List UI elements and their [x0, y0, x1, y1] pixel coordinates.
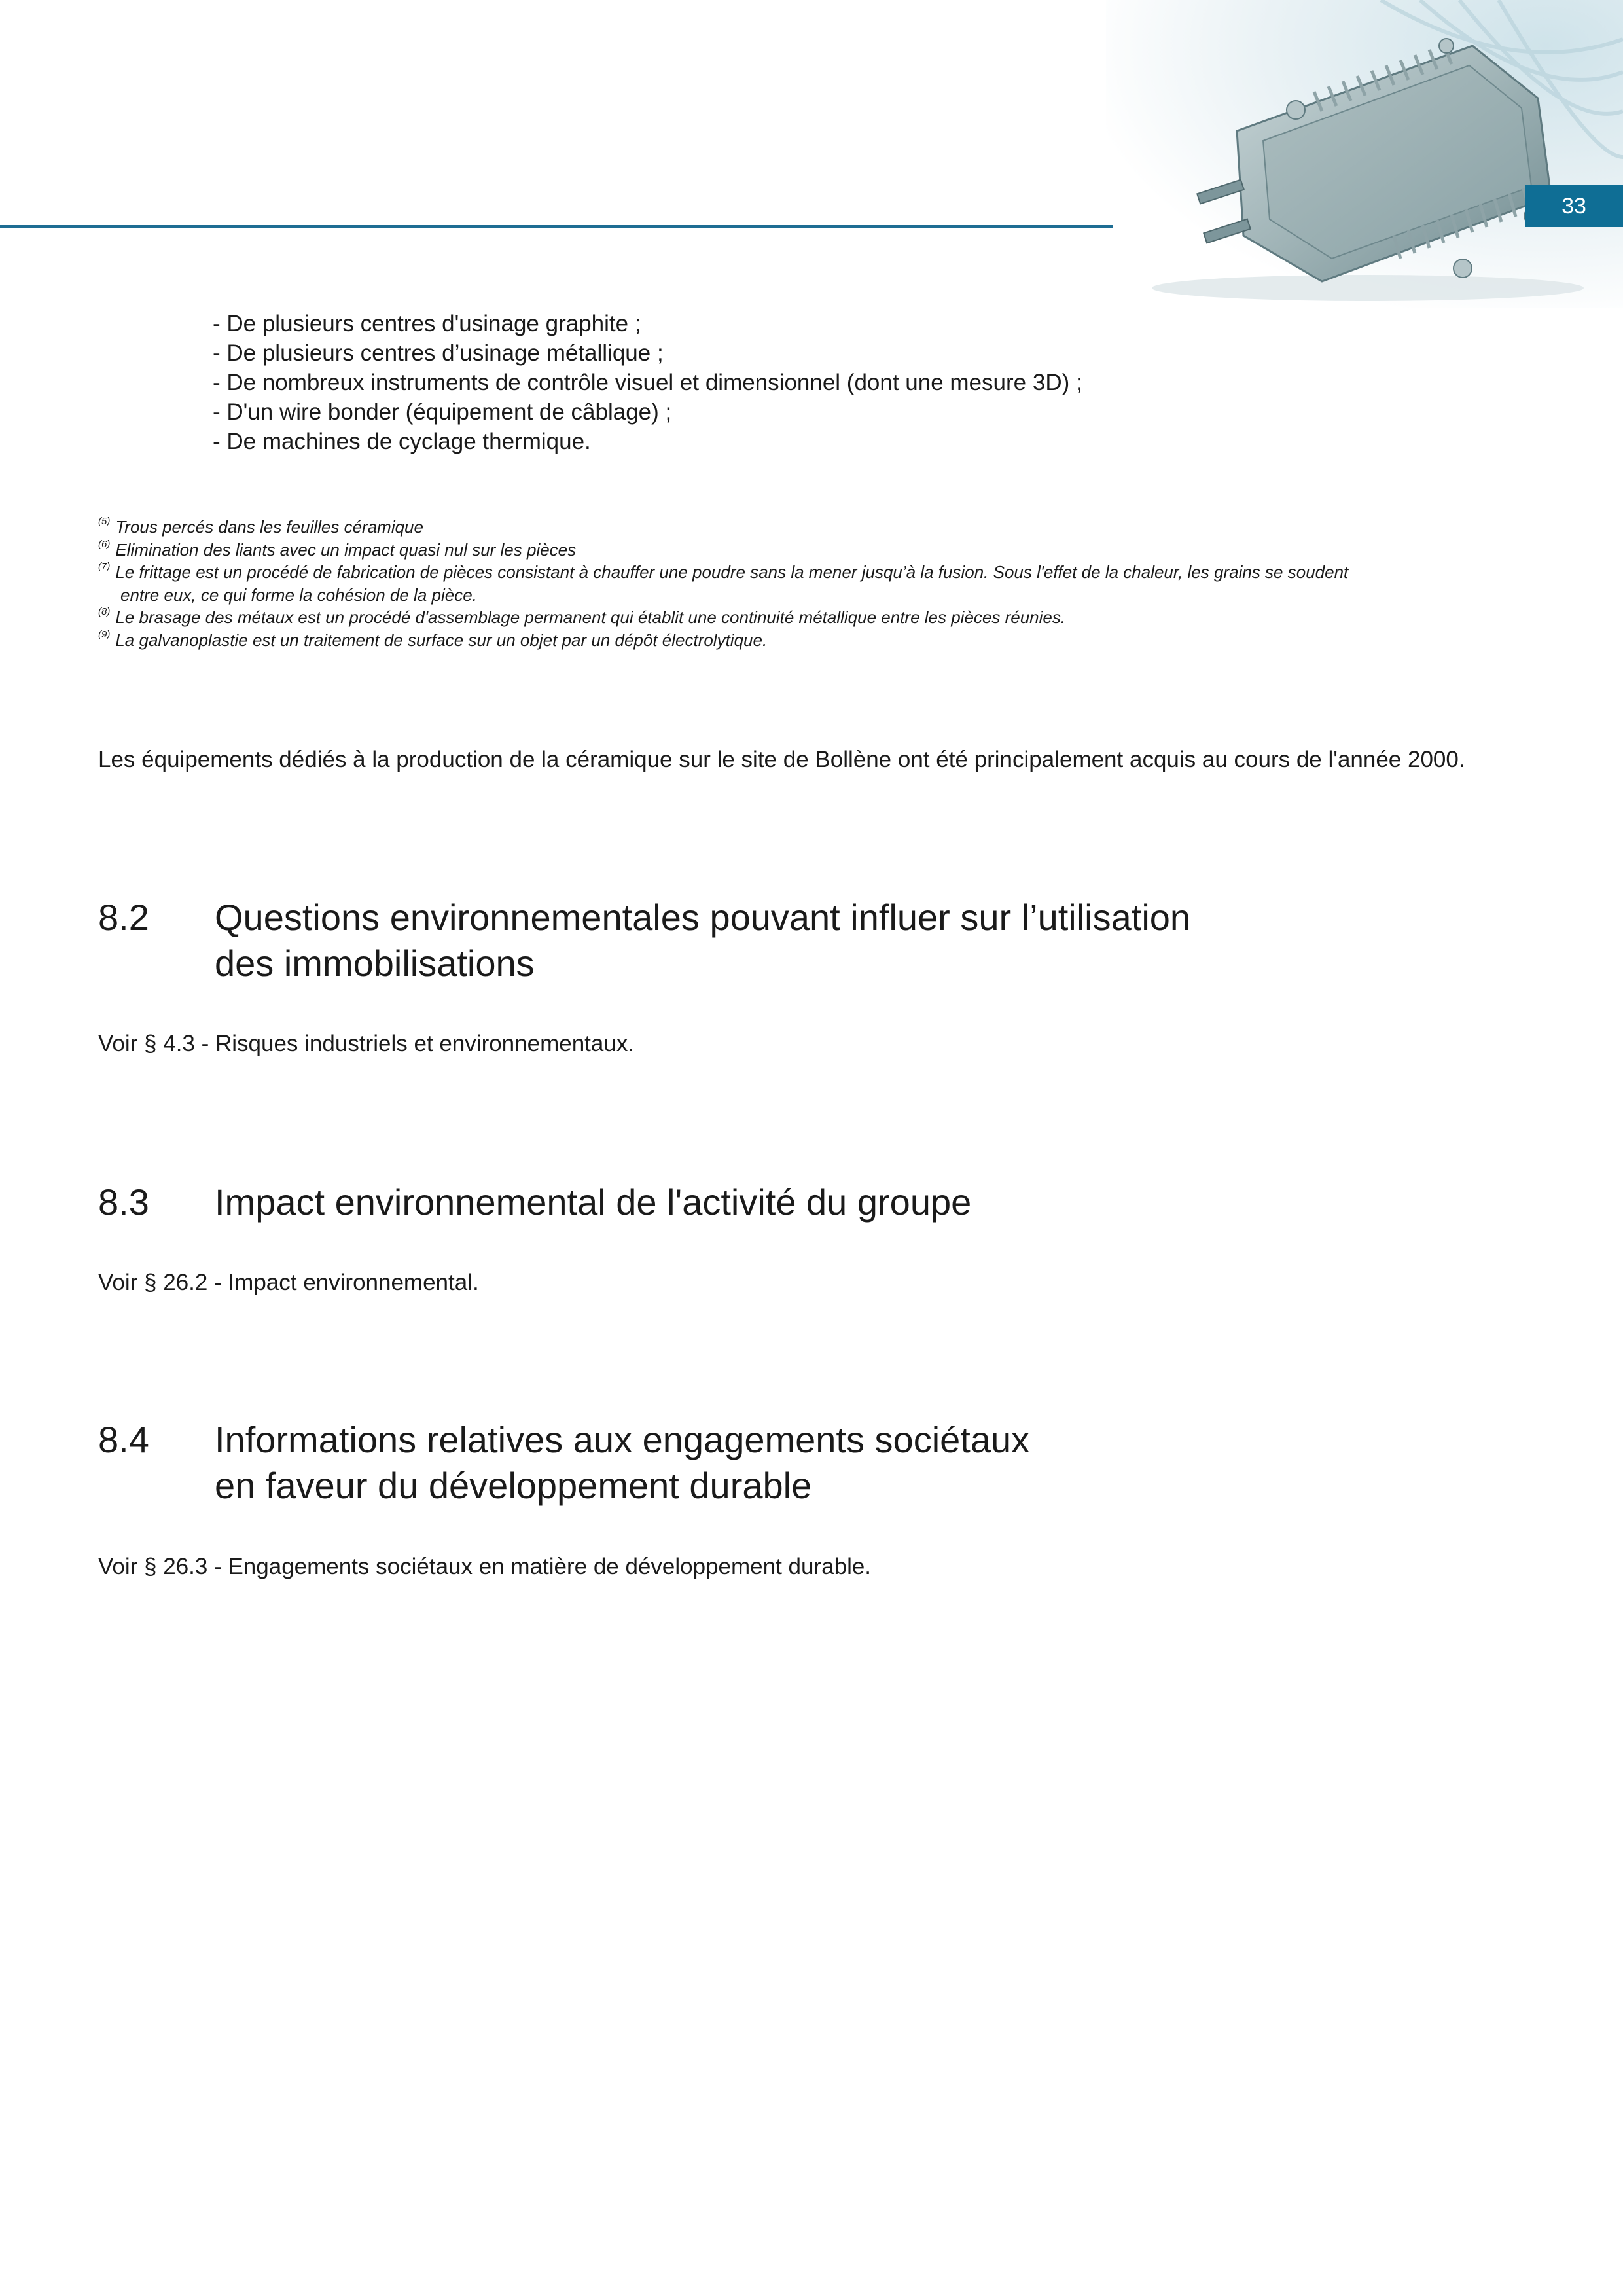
section-title-line: en faveur du développement durable: [215, 1465, 812, 1506]
ceramic-package-component-icon: [1106, 0, 1623, 308]
list-item: - De machines de cyclage thermique.: [213, 429, 591, 454]
section-title-line: Questions environnementales pouvant influer sur l’utilisation: [215, 897, 1191, 938]
section-title-line: Informations relatives aux engagements sociétaux: [215, 1419, 1030, 1460]
footnote: [98, 606, 1525, 629]
page-number: 33: [1561, 193, 1586, 219]
footnote-text: Le brasage des métaux est un procédé d'assemblage permanent qui établit une continuité métallique entre les pièces réunies.: [115, 607, 1066, 627]
list-item: - De plusieurs centres d’usinage métallique ;: [213, 340, 664, 366]
footnote: [98, 516, 1525, 539]
intro-paragraph: Les équipements dédiés à la production de la céramique sur le site de Bollène ont été principalement acquis au cours de l'année 2000.: [98, 747, 1465, 772]
header-rule: [0, 225, 1113, 228]
list-item: - De nombreux instruments de contrôle visuel et dimensionnel (dont une mesure 3D) ;: [213, 370, 1082, 395]
section-number: 8.4: [98, 1419, 149, 1460]
footnote-text: La galvanoplastie est un traitement de surface sur un objet par un dépôt électrolytique.: [115, 630, 768, 650]
footnote-mark: (5): [98, 516, 111, 527]
footnote-text: Trous percés dans les feuilles céramique: [115, 517, 423, 537]
footnote-text: Elimination des liants avec un impact quasi nul sur les pièces: [115, 539, 577, 560]
section-title-line: Impact environnemental de l'activité du groupe: [215, 1181, 972, 1223]
section-body: Voir § 26.2 - Impact environnemental.: [98, 1270, 479, 1295]
section-body: Voir § 4.3 - Risques industriels et environnementaux.: [98, 1031, 635, 1056]
footnote: [98, 629, 1525, 652]
list-item: - De plusieurs centres d'usinage graphite ;: [213, 311, 641, 336]
section-number: 8.2: [98, 897, 149, 938]
section-number: 8.3: [98, 1181, 149, 1223]
list-item: - D'un wire bonder (équipement de câblage) ;: [213, 399, 672, 425]
footnote-mark: (9): [98, 628, 111, 640]
section-body: Voir § 26.3 - Engagements sociétaux en matière de développement durable.: [98, 1554, 872, 1579]
footnote-continuation: entre eux, ce qui forme la cohésion de la pièce.: [120, 584, 477, 605]
footnote-text: Le frittage est un procédé de fabrication de pièces consistant à chauffer une poudre sans la mener jusqu’à la fusion. Sous l'effet de la chaleur, les grains se soudent: [115, 562, 1349, 582]
footnote-mark: (8): [98, 606, 111, 617]
section-title-line: des immobilisations: [215, 942, 535, 984]
footnote: [98, 539, 1525, 562]
footnote-mark: (7): [98, 561, 111, 572]
page-number-tab: [1525, 185, 1623, 227]
footnote-mark: (6): [98, 538, 111, 550]
footnotes: [98, 516, 1525, 651]
footnote: [98, 561, 1525, 584]
equipment-list: [213, 309, 1082, 456]
